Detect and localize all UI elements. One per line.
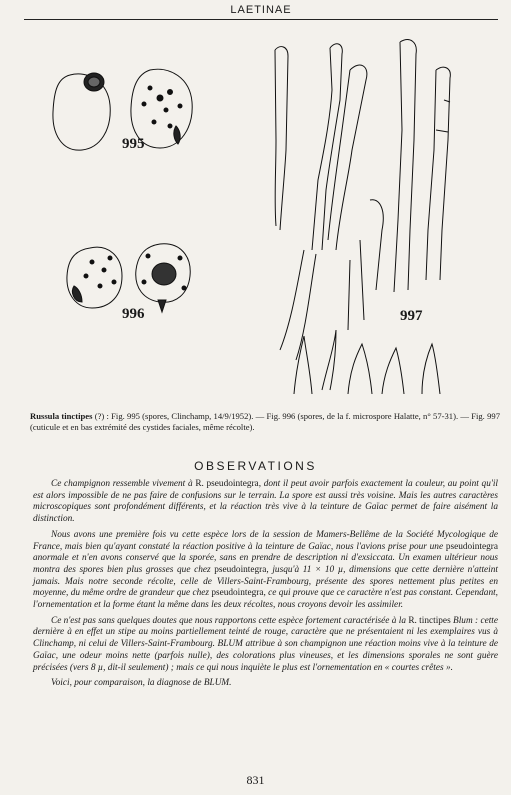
spore-996-left	[67, 247, 122, 308]
caption-species: Russula tinctipes	[30, 411, 93, 421]
figure-caption	[30, 411, 500, 433]
p1-text-b: , dont il peut avoir parfois exactement la couleur, au point qu'il est alors impossible de ne pas faire de confusions sur le terrain. La spore est aussi très voisine. Mais les autres caractères microscopiques sont profondément différents, et la réaction très vive à la teinture de Gaïac permet de faire aisément la distinction.	[33, 479, 499, 525]
figure-label-996: 996	[122, 306, 145, 322]
figure-plate	[30, 30, 490, 400]
running-header: LAETINAE	[230, 4, 292, 16]
p2-text-c: , jusqu'à 11 × 10 µ, dimensions que cette dernière n'atteint jamais. Mais notre seconde récolte, celle de Villers-Saint-Frambourg, présente des spores nettement plus petites en moyenne, du même ordre de grandeur que chez	[33, 564, 498, 599]
p2-species-c: pseudointegra	[211, 588, 264, 599]
paragraph-2	[33, 530, 498, 612]
paragraph-3	[33, 616, 498, 675]
p2-species-a: pseudointegra	[445, 541, 498, 552]
hyphae-997	[275, 40, 450, 360]
spore-995-left	[53, 73, 110, 150]
header-rule	[24, 19, 498, 20]
figure-label-995: 995	[122, 136, 145, 152]
p2-species-b: pseudointegra	[214, 564, 267, 575]
page-number: 831	[246, 773, 265, 787]
p3-species: R. tinctipes	[408, 615, 451, 626]
p2-text-a: Nous avons une première fois vu cette espèce lors de la session de Mamers-Bellême de la Société Mycologique de France, mais bien qu'ayant constaté la réaction positive à la teinture de Gaïac, nous l'avions prise pour une	[33, 529, 498, 552]
cystidia-tips	[294, 330, 440, 394]
section-title: OBSERVATIONS	[194, 459, 317, 473]
p2-text-b: anormale et n'en avons conservé que la sporée, sans en prendre de description ni d'exsiccata. Un examen ultérieur nous montra des spores bien plus grosses que chez	[33, 553, 498, 575]
p1-text-a: Ce champignon ressemble vivement à	[51, 479, 196, 489]
p1-species-name: R. pseudointegra	[195, 479, 259, 489]
p2-text-d: , ce qui prouve que ce caractère n'est pas constant. Cependant, l'ornementation et la forme étant la même dans les deux récoltes, nous croyons devoir les assimiler.	[33, 588, 498, 611]
p3-text-b: Blum : cette dernière à en effet un stipe au moins partiellement teinté de rouge, caractère que ne présentaient ni les exemplaires vus à Clinchamp, ni celui de Villers-Saint-Frambourg. BLUM attribue à son champignon une réaction moins vive à la teinture de Gaïac, une odeur moins nette (parfois nulle), des colorations plus vineuses, et les dimensions sporales ne sont guère précisées (vers 8 µ, dit-il seulement) ; mais ce qui nous inquiète le plus est l'ornementation en « courtes crêtes ».	[33, 615, 498, 673]
paragraph-4: Voici, pour comparaison, la diagnose de BLUM.	[51, 678, 232, 689]
caption-text: (?) : Fig. 995 (spores, Clinchamp, 14/9/1952). — Fig. 996 (spores, de la f. microspore Halatte, n° 57-31). — Fig. 997 (cuticule et en bas extrémité des cystides faciales, même récolte).	[30, 411, 500, 432]
illustration	[30, 30, 490, 400]
p3-text-a: Ce n'est pas sans quelques doutes que nous rapportons cette espèce fortement caractérisée à la	[51, 615, 409, 626]
spore-996-right	[136, 244, 190, 312]
figure-label-997: 997	[400, 308, 423, 324]
paragraph-1	[33, 479, 498, 526]
observations-body	[33, 479, 498, 694]
